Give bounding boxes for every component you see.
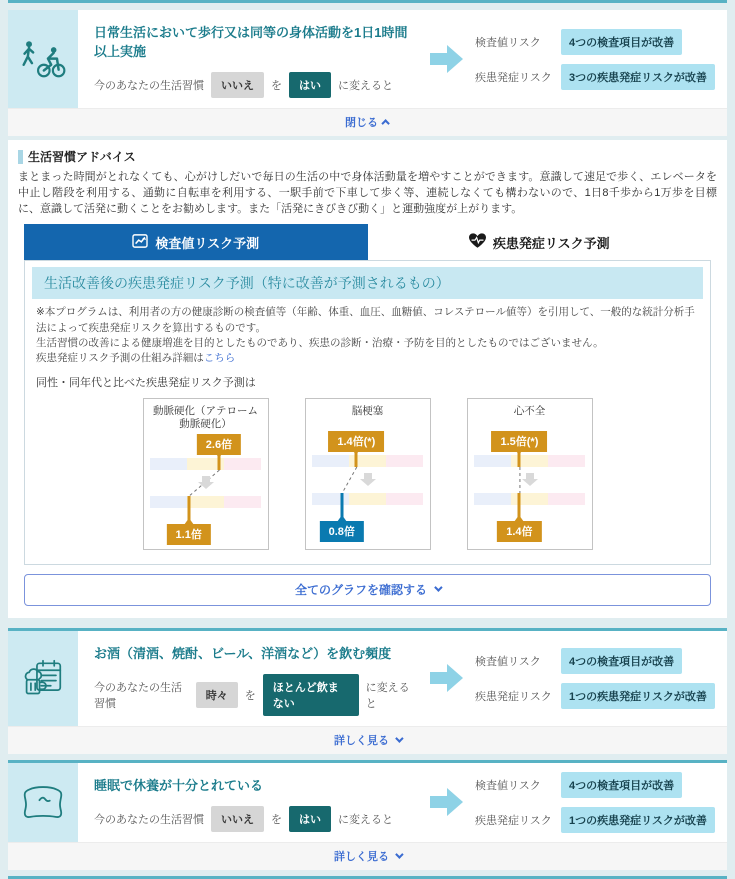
panel-heading: 生活改善後の疾患発症リスク予測（特に改善が予測されるもの）: [32, 267, 703, 299]
details-link[interactable]: こちら: [203, 352, 236, 365]
target-habit-chip: ほとんど飲まない: [263, 674, 359, 716]
target-habit-chip: はい: [289, 806, 331, 832]
risk-label: 検査値リスク: [475, 779, 541, 792]
current-habit-chip: いいえ: [211, 72, 264, 98]
chart-line-icon: [132, 234, 148, 251]
risk-label: 疾患発症リスク: [475, 690, 552, 703]
card-footer: [8, 108, 727, 136]
risk-badge: 3つの疾患発症リスクが改善: [561, 64, 715, 90]
risk-badge: 1つの疾患発症リスクが改善: [561, 683, 715, 709]
arrow-right-icon: [419, 763, 475, 842]
compare-text: 同性・同年代と比べた疾患発症リスク予測は: [36, 377, 256, 390]
habit-label: 今のあなたの生活習慣: [94, 681, 182, 710]
particle: を: [244, 689, 256, 702]
advice-text: まとまった時間がとれなくても、心がけしだいで毎日の生活の中で身体活動量を増やすことができます。意識して速足で歩く、エレベータを中止し階段を利用する、通勤に自転車を利用する、一駅手前で下車して歩く等、連続しなくても構わないので、1日8千歩から1万歩を目標に、意識して活発に動くことをお勧めします。また「活発にきびきび動く」と運動強度が上がります。: [18, 171, 717, 216]
current-habit-chip: いいえ: [211, 806, 264, 832]
risk-label: 検査値リスク: [475, 36, 541, 49]
section-marker: [18, 150, 23, 164]
particle: を: [271, 80, 282, 92]
habit-label: 今のあなたの生活習慣: [94, 813, 204, 826]
after-value-label: 0.8倍: [320, 521, 364, 542]
down-arrow-icon: [360, 473, 376, 486]
target-habit-chip: はい: [289, 72, 331, 98]
walking-cycling-icon: [8, 10, 78, 108]
section-divider-bottom: [8, 876, 727, 879]
chart-plot: [474, 431, 586, 541]
chevron-down-icon: [434, 583, 442, 591]
risk-label: 疾患発症リスク: [475, 814, 552, 827]
risk-label: 疾患発症リスク: [475, 71, 552, 84]
current-habit-chip: 時々: [196, 682, 238, 708]
chart-plot: [312, 431, 424, 541]
before-value-label: 1.4倍(*): [328, 431, 384, 452]
card-title: 睡眠で休養が十分とれている: [94, 777, 264, 793]
suffix: に変えると: [338, 80, 393, 92]
arrow-right-icon: [419, 10, 475, 108]
chart-plot: [150, 434, 262, 544]
before-value-label: 1.5倍(*): [491, 431, 547, 452]
chart-title: 心不全: [513, 405, 546, 418]
expand-details-link[interactable]: 詳しく見る: [334, 732, 401, 748]
suffix: に変えると: [338, 813, 393, 826]
prediction-tabs: [24, 224, 711, 260]
habit-card-alcohol: [8, 628, 727, 754]
advice-section-title: 生活習慣アドバイス: [28, 150, 136, 164]
particle: を: [271, 813, 282, 826]
chart-title: 脳梗塞: [351, 405, 384, 418]
risk-chart-card: [305, 398, 431, 549]
risk-badge: 4つの検査項目が改善: [561, 29, 682, 55]
before-value-label: 2.6倍: [197, 434, 241, 455]
risk-chart-card: [143, 398, 269, 549]
risk-badge: 1つの疾患発症リスクが改善: [561, 807, 715, 833]
advice-expanded-section: [8, 140, 727, 618]
show-all-graphs-button[interactable]: 全てのグラフを確認する: [24, 574, 711, 606]
before-pointer: [214, 451, 224, 458]
before-pointer: [514, 448, 524, 455]
tab-disease-onset-risk[interactable]: 疾患発症リスク予測: [368, 224, 712, 260]
chevron-up-icon: [381, 119, 389, 127]
charts-row: [32, 396, 703, 555]
card-footer: [8, 842, 727, 870]
heart-pulse-icon: [469, 233, 486, 252]
close-toggle-link[interactable]: 閉じる: [345, 114, 390, 130]
habit-card-walking: [8, 10, 727, 136]
down-arrow-icon: [522, 473, 538, 486]
card-title: お酒（清酒、焼酎、ビール、洋酒など）を飲む頻度: [94, 645, 392, 661]
card-footer: [8, 726, 727, 754]
risk-badge: 4つの検査項目が改善: [561, 772, 682, 798]
habit-label: 今のあなたの生活習慣: [94, 80, 204, 92]
risk-chart-card: [467, 398, 593, 549]
disclaimer-text: ※本プログラムは、利用者の方の健康診断の検査値等（年齢、体重、血圧、血糖値、コレステロール値等）を引用して、一般的な統計分析手法によって疾患発症リスクを算出するものです。 生活習慣の改善による健康増進を目的としたものであり、疾患の診断・治療・予防を目的としたものではございません。 疾患発症リスク予測の仕組み詳細はこちら: [36, 306, 695, 365]
after-value-label: 1.4倍: [497, 521, 541, 542]
after-value-label: 1.1倍: [167, 524, 211, 545]
before-pointer: [351, 448, 361, 455]
section-divider-top: [8, 0, 727, 3]
risk-label: 検査値リスク: [475, 655, 541, 668]
alcohol-calendar-icon: [8, 631, 78, 726]
down-arrow-icon: [198, 476, 214, 489]
risk-badge: 4つの検査項目が改善: [561, 648, 682, 674]
chart-title: 動脈硬化（アテローム動脈硬化）: [153, 405, 258, 431]
card-title: 日常生活において歩行又は同等の身体活動を1日1時間以上実施: [94, 25, 408, 59]
arrow-right-icon: [419, 631, 475, 726]
chevron-down-icon: [395, 734, 403, 742]
tab-test-value-risk[interactable]: 検査値リスク予測: [24, 224, 368, 260]
expand-details-link[interactable]: 詳しく見る: [334, 848, 401, 864]
habit-card-sleep: [8, 760, 727, 870]
suffix: に変えると: [365, 681, 410, 710]
pillow-icon: [8, 763, 78, 842]
chevron-down-icon: [395, 850, 403, 858]
disease-risk-panel: [24, 260, 711, 564]
